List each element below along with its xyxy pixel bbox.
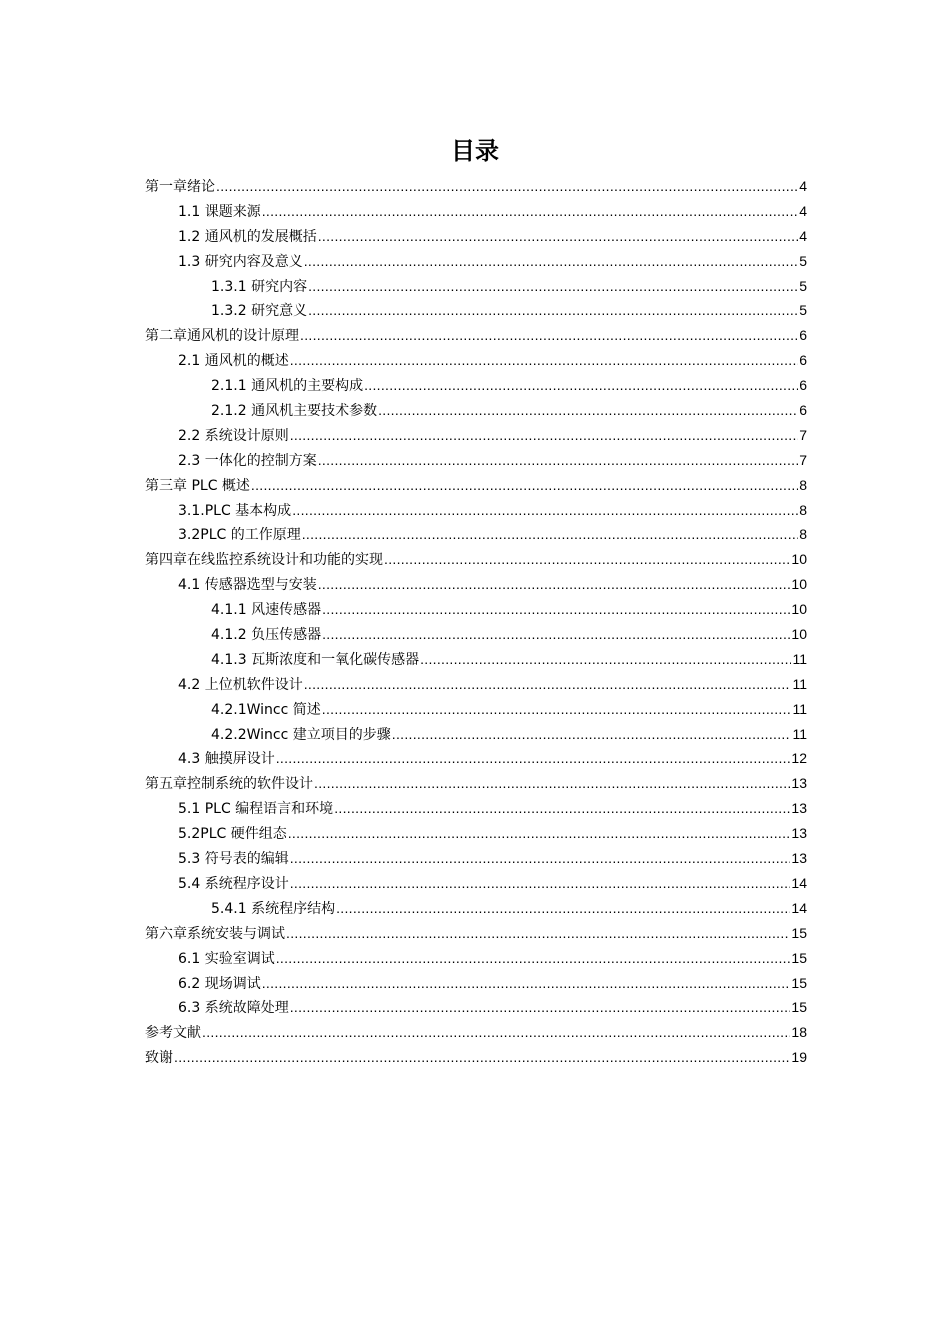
toc-entry-page-number: 11 (792, 650, 807, 667)
toc-entry[interactable] (145, 224, 807, 249)
toc-entry-page-number: 13 (791, 825, 807, 842)
toc-entry-page-number: 11 (792, 675, 807, 692)
toc-entry-page-number: 4 (799, 202, 807, 219)
dot-leader (322, 597, 790, 622)
toc-entry[interactable] (145, 846, 807, 871)
toc-entry[interactable] (145, 522, 807, 547)
toc-entry[interactable] (145, 971, 807, 996)
dot-leader (292, 498, 798, 523)
toc-entry-page-number: 15 (791, 974, 807, 991)
toc-entry-label: 4.1.1 风速传感器 (211, 602, 322, 619)
toc-entry-page-number: 10 (791, 601, 807, 618)
toc-entry-label: 3.2PLC 的工作原理 (178, 527, 301, 544)
toc-entry-page-number: 11 (792, 700, 807, 717)
table-of-contents (145, 174, 807, 1070)
toc-entry[interactable] (145, 697, 807, 722)
dot-leader (251, 473, 798, 498)
dot-leader (308, 274, 798, 299)
toc-entry[interactable] (145, 1020, 807, 1045)
toc-entry-page-number: 15 (791, 949, 807, 966)
dot-leader (378, 398, 798, 423)
dot-leader (318, 224, 798, 249)
dot-leader (322, 622, 790, 647)
toc-entry[interactable] (145, 199, 807, 224)
toc-entry-label: 2.2 系统设计原则 (178, 427, 289, 444)
toc-entry-label: 第五章控制系统的软件设计 (145, 776, 313, 793)
dot-leader (290, 846, 791, 871)
toc-entry-label: 4.2.1Wincc 简述 (211, 701, 321, 718)
dot-leader (262, 199, 798, 224)
toc-entry-label: 参考文献 (145, 1025, 201, 1042)
toc-entry-page-number: 10 (791, 576, 807, 593)
toc-entry[interactable] (145, 871, 807, 896)
toc-entry-page-number: 10 (791, 626, 807, 643)
dot-leader (392, 722, 792, 747)
toc-entry-label: 4.1.2 负压传感器 (211, 627, 322, 644)
dot-leader (384, 547, 790, 572)
toc-entry[interactable] (145, 572, 807, 597)
toc-entry-label: 5.1 PLC 编程语言和环境 (178, 801, 334, 818)
toc-entry-label: 2.3 一体化的控制方案 (178, 452, 317, 469)
dot-leader (290, 995, 791, 1020)
toc-entry-label: 2.1.1 通风机的主要构成 (211, 378, 364, 395)
toc-entry[interactable] (145, 647, 807, 672)
toc-entry-page-number: 15 (791, 924, 807, 941)
dot-leader (276, 946, 791, 971)
dot-leader (262, 971, 791, 996)
toc-entry-label: 3.1.PLC 基本构成 (178, 502, 292, 519)
toc-entry-label: 4.1.3 瓦斯浓度和一氧化碳传感器 (211, 651, 420, 668)
dot-leader (302, 522, 798, 547)
toc-entry-label: 5.4 系统程序设计 (178, 875, 289, 892)
toc-entry-label: 4.3 触摸屏设计 (178, 751, 275, 768)
dot-leader (290, 423, 798, 448)
toc-entry[interactable] (145, 722, 807, 747)
toc-entry[interactable] (145, 398, 807, 423)
toc-entry[interactable] (145, 448, 807, 473)
dot-leader (364, 373, 798, 398)
toc-entry-label: 第二章通风机的设计原理 (145, 328, 299, 345)
dot-leader (288, 821, 791, 846)
toc-entry-label: 1.3.1 研究内容 (211, 278, 308, 295)
dot-leader (314, 771, 790, 796)
toc-entry-page-number: 15 (791, 999, 807, 1016)
toc-entry-label: 5.4.1 系统程序结构 (211, 900, 336, 917)
toc-entry-page-number: 6 (799, 327, 807, 344)
dot-leader (290, 871, 791, 896)
dot-leader (276, 746, 791, 771)
dot-leader (336, 896, 790, 921)
toc-entry-label: 4.2.2Wincc 建立项目的步骤 (211, 726, 391, 743)
toc-title: 目录 (451, 137, 499, 165)
dot-leader (202, 1020, 790, 1045)
toc-entry-page-number: 13 (791, 775, 807, 792)
toc-entry[interactable] (145, 473, 807, 498)
dot-leader (174, 1045, 790, 1070)
dot-leader (216, 174, 798, 199)
toc-entry-page-number: 10 (791, 551, 807, 568)
toc-entry-page-number: 8 (799, 526, 807, 543)
dot-leader (334, 796, 790, 821)
toc-entry[interactable] (145, 547, 807, 572)
toc-entry-page-number: 13 (791, 850, 807, 867)
toc-entry[interactable] (145, 796, 807, 821)
toc-entry-page-number: 8 (799, 476, 807, 493)
toc-entry[interactable] (145, 274, 807, 299)
toc-entry[interactable] (145, 249, 807, 274)
dot-leader (308, 298, 798, 323)
toc-entry-page-number: 11 (792, 725, 807, 742)
toc-entry-page-number: 6 (799, 402, 807, 419)
dot-leader (420, 647, 791, 672)
dot-leader (300, 323, 798, 348)
toc-entry-page-number: 19 (791, 1049, 807, 1066)
toc-entry[interactable] (145, 298, 807, 323)
toc-entry-label: 第三章 PLC 概述 (145, 477, 250, 494)
toc-entry-page-number: 7 (799, 426, 807, 443)
toc-entry-page-number: 14 (791, 899, 807, 916)
toc-entry-page-number: 12 (791, 750, 807, 767)
toc-entry[interactable] (145, 348, 807, 373)
toc-entry-label: 1.1 课题来源 (178, 203, 261, 220)
toc-entry-page-number: 5 (799, 277, 807, 294)
toc-entry-page-number: 4 (799, 178, 807, 194)
toc-entry-page-number: 6 (799, 352, 807, 369)
toc-entry[interactable] (145, 746, 807, 771)
toc-entry[interactable] (145, 174, 807, 199)
toc-entry-page-number: 5 (799, 252, 807, 269)
toc-entry[interactable] (145, 498, 807, 523)
dot-leader (304, 672, 792, 697)
toc-entry-label: 2.1 通风机的概述 (178, 353, 289, 370)
toc-entry-label: 1.3.2 研究意义 (211, 303, 308, 320)
toc-entry[interactable] (145, 622, 807, 647)
toc-entry-label: 第一章绪论 (145, 179, 215, 195)
toc-entry-page-number: 7 (799, 451, 807, 468)
toc-entry[interactable] (145, 672, 807, 697)
toc-entry[interactable] (145, 597, 807, 622)
toc-entry-label: 6.3 系统故障处理 (178, 1000, 289, 1017)
toc-entry[interactable] (145, 946, 807, 971)
toc-entry-label: 2.1.2 通风机主要技术参数 (211, 403, 378, 420)
toc-entry[interactable] (145, 921, 807, 946)
toc-entry-page-number: 6 (799, 377, 807, 394)
dot-leader (286, 921, 790, 946)
toc-entry-label: 4.1 传感器选型与安装 (178, 577, 317, 594)
toc-entry-label: 致谢 (145, 1050, 173, 1067)
dot-leader (318, 448, 798, 473)
toc-entry-page-number: 14 (791, 874, 807, 891)
toc-entry-label: 6.2 现场调试 (178, 975, 261, 992)
toc-entry-page-number: 13 (791, 800, 807, 817)
toc-entry-page-number: 5 (799, 302, 807, 319)
toc-entry[interactable] (145, 1045, 807, 1070)
toc-entry[interactable] (145, 995, 807, 1020)
toc-entry[interactable] (145, 423, 807, 448)
toc-entry-page-number: 4 (799, 227, 807, 244)
toc-entry[interactable] (145, 323, 807, 348)
toc-entry-label: 第六章系统安装与调试 (145, 925, 285, 942)
toc-entry-label: 5.2PLC 硬件组态 (178, 826, 287, 843)
toc-entry-label: 1.3 研究内容及意义 (178, 253, 303, 270)
dot-leader (322, 697, 792, 722)
toc-entry[interactable] (145, 821, 807, 846)
toc-entry[interactable] (145, 896, 807, 921)
toc-entry-page-number: 8 (799, 501, 807, 518)
dot-leader (304, 249, 798, 274)
dot-leader (318, 572, 791, 597)
toc-entry-label: 第四章在线监控系统设计和功能的实现 (145, 552, 383, 569)
toc-entry-label: 5.3 符号表的编辑 (178, 851, 289, 868)
dot-leader (290, 348, 798, 373)
toc-entry[interactable] (145, 373, 807, 398)
toc-entry-label: 1.2 通风机的发展概括 (178, 228, 317, 245)
toc-entry-page-number: 18 (791, 1024, 807, 1041)
toc-entry-label: 4.2 上位机软件设计 (178, 676, 303, 693)
toc-entry-label: 6.1 实验室调试 (178, 950, 275, 967)
toc-entry[interactable] (145, 771, 807, 796)
